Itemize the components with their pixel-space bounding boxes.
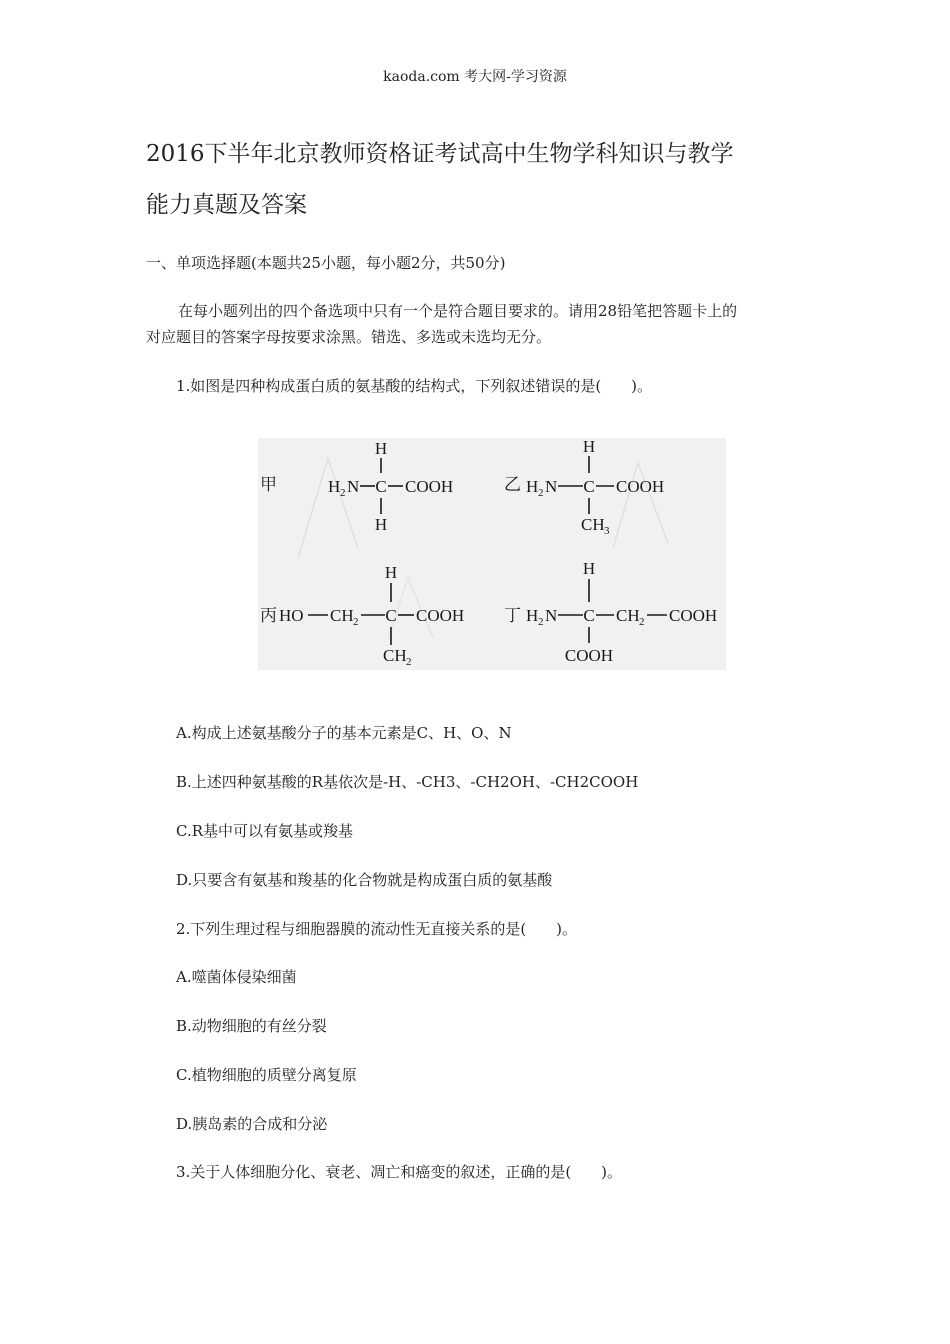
amino-acid-bing — [260, 563, 464, 668]
section-heading: 一、单项选择题(本题共25小题，每小题2分，共50分) — [146, 254, 506, 272]
document-title-line-1: 2016下半年北京教师资格证考试高中生物学科知识与教学 — [146, 141, 734, 167]
jia-top-h: H — [374, 439, 388, 458]
question-1-option-a: A.构成上述氨基酸分子的基本元素是C、H、O、N — [176, 724, 512, 742]
bing-ch-sub: 2 — [353, 616, 359, 628]
ding-cooh-bottom: COOH — [564, 646, 614, 665]
ding-ch: CH — [616, 606, 640, 625]
bing-ho: HO — [279, 606, 304, 625]
amino-acid-structure-figure — [258, 438, 726, 670]
question-1-stem: 1.如图是四种构成蛋白质的氨基酸的结构式，下列叙述错误的是( )。 — [176, 377, 653, 395]
bing-r-ch: CH — [383, 646, 407, 665]
jia-c: C — [375, 477, 387, 496]
ding-ch-sub: 2 — [639, 616, 645, 628]
label-jia: 甲 — [260, 475, 277, 495]
jia-h-sub: 2 — [340, 487, 346, 499]
amino-acid-yi — [504, 438, 664, 537]
ding-h: H — [526, 606, 539, 625]
ding-c: C — [583, 606, 595, 625]
label-ding: 丁 — [504, 606, 521, 626]
yi-cooh: COOH — [616, 477, 665, 496]
ding-cooh-right: COOH — [669, 606, 718, 625]
amino-acid-ding — [504, 559, 717, 665]
jia-h: H — [328, 477, 341, 496]
yi-h-sub: 2 — [538, 487, 544, 499]
question-3-stem: 3.关于人体细胞分化、衰老、凋亡和癌变的叙述，正确的是( )。 — [176, 1163, 623, 1181]
bing-cooh: COOH — [416, 606, 465, 625]
amino-acid-jia — [260, 439, 453, 534]
bing-ch: CH — [330, 606, 354, 625]
ding-n: N — [545, 606, 558, 625]
label-yi: 乙 — [504, 475, 521, 495]
jia-cooh: COOH — [405, 477, 454, 496]
instructions-line-2: 对应题目的答案字母按要求涂黑。错选、多选或未选均无分。 — [146, 328, 552, 346]
yi-r-ch: CH — [581, 515, 605, 534]
yi-h: H — [526, 477, 539, 496]
question-2-stem: 2.下列生理过程与细胞器膜的流动性无直接关系的是( )。 — [176, 920, 578, 938]
jia-n: N — [347, 477, 360, 496]
question-2-option-c: C.植物细胞的质壁分离复原 — [176, 1066, 357, 1084]
yi-top-h: H — [582, 438, 596, 456]
bing-r-ch-sub: 2 — [406, 656, 412, 668]
jia-r-h: H — [374, 515, 388, 534]
question-2-option-a: A.噬菌体侵染细菌 — [176, 968, 297, 986]
question-2-option-b: B.动物细胞的有丝分裂 — [176, 1017, 327, 1035]
label-bing: 丙 — [260, 606, 277, 626]
page-header: kaoda.com 考大网-学习资源 — [383, 69, 567, 85]
question-1-option-c: C.R基中可以有氨基或羧基 — [176, 822, 354, 840]
instructions-line-1: 在每小题列出的四个备选项中只有一个是符合题目要求的。请用28铅笔把答题卡上的 — [178, 302, 738, 320]
ding-h-sub: 2 — [538, 616, 544, 628]
ding-top-h: H — [582, 559, 596, 578]
bing-top-h: H — [384, 563, 398, 582]
yi-c: C — [583, 477, 595, 496]
question-1-option-d: D.只要含有氨基和羧基的化合物就是构成蛋白质的氨基酸 — [176, 871, 553, 889]
yi-n: N — [545, 477, 558, 496]
question-1-option-b: B.上述四种氨基酸的R基依次是-H、-CH3、-CH2OH、-CH2COOH — [176, 773, 639, 791]
question-2-option-d: D.胰岛素的合成和分泌 — [176, 1115, 328, 1133]
yi-r-ch-sub: 3 — [604, 525, 610, 537]
bing-c: C — [385, 606, 397, 625]
document-title-line-2: 能力真题及答案 — [146, 192, 307, 218]
